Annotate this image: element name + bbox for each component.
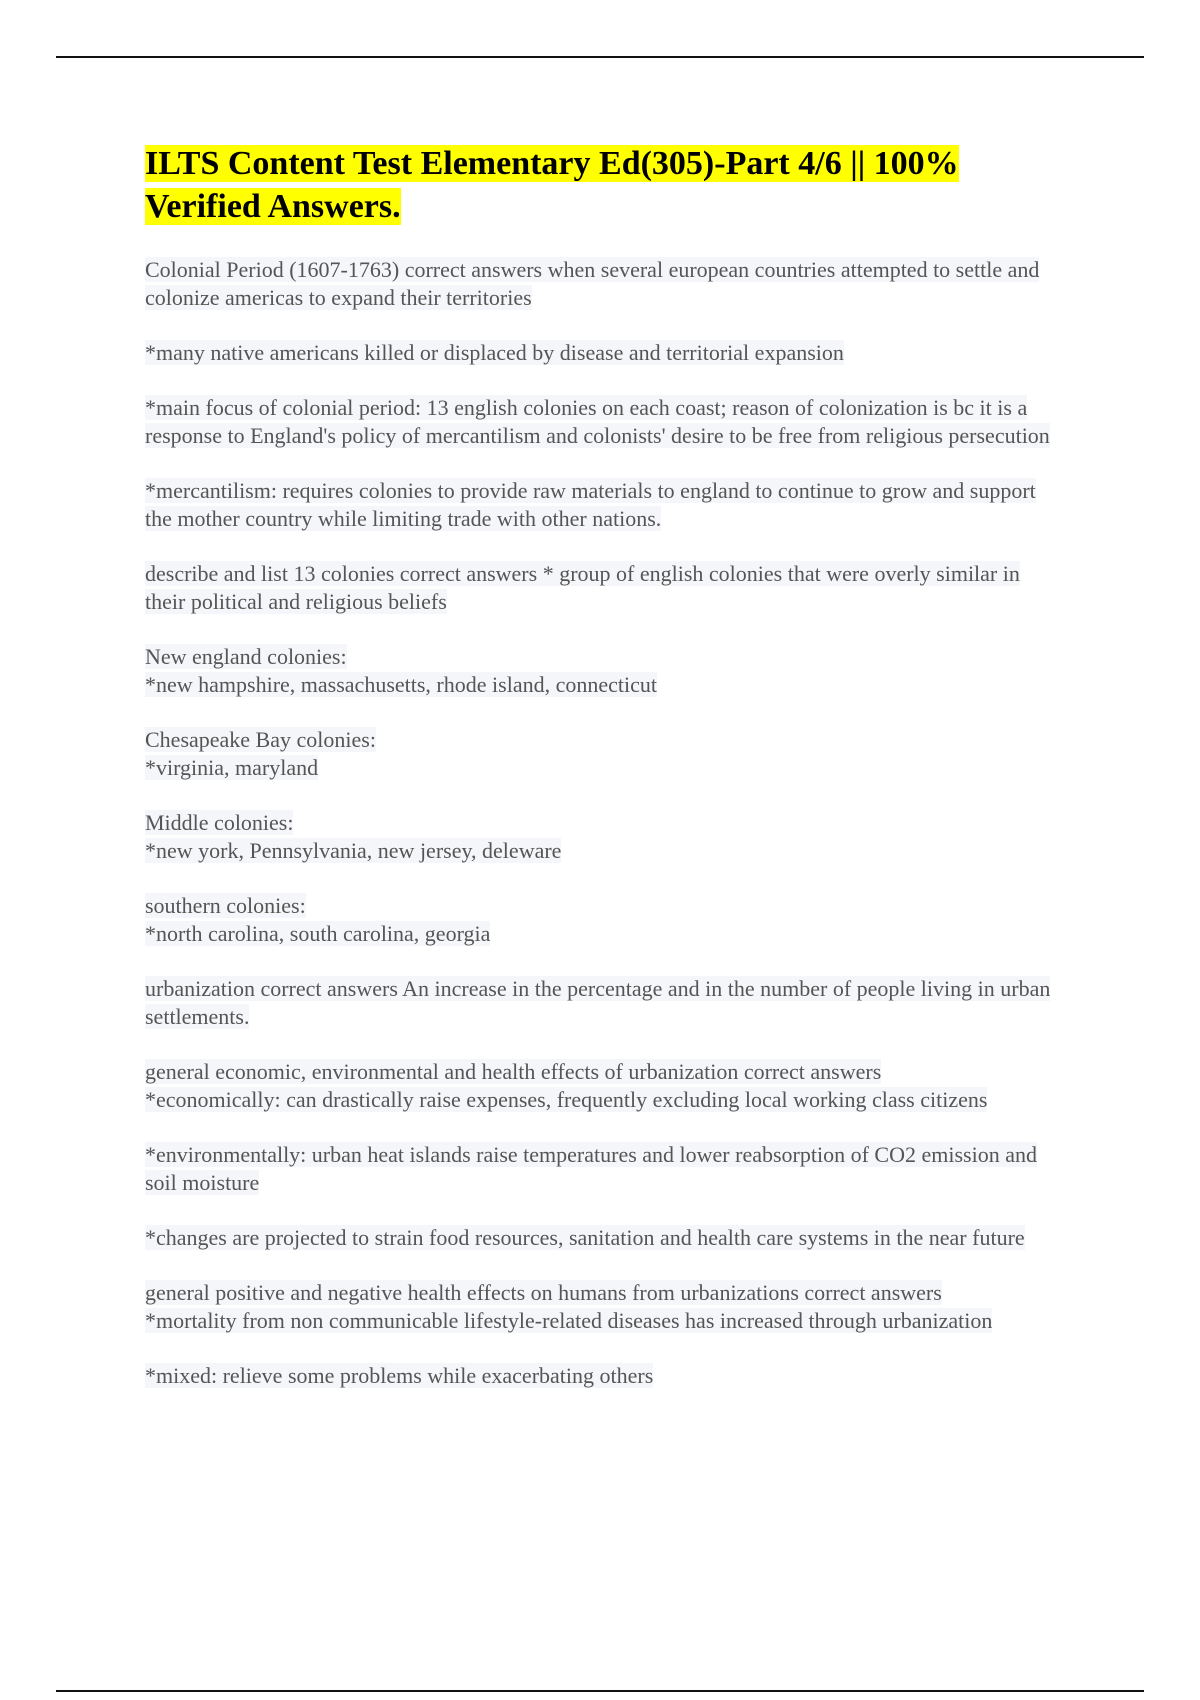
paragraph bbox=[145, 1141, 1065, 1197]
paragraph-line bbox=[145, 1224, 1065, 1252]
paragraph-line bbox=[145, 339, 1065, 367]
paragraph-text: *environmentally: urban heat islands raise temperatures and lower reabsorption of CO2 emission and soil moisture bbox=[145, 1142, 1037, 1195]
paragraph-text: urbanization correct answers An increase in the percentage and in the number of people living in urban settlements. bbox=[145, 976, 1051, 1029]
paragraph-line bbox=[145, 892, 1065, 920]
paragraph-text: *virginia, maryland bbox=[145, 755, 319, 780]
bottom-rule bbox=[56, 1690, 1144, 1692]
paragraph bbox=[145, 643, 1065, 699]
title-highlight bbox=[145, 145, 959, 225]
title-line-1: ILTS Content Test Elementary Ed(305)-Part 4/6 || 100% bbox=[145, 145, 959, 182]
paragraph-line bbox=[145, 1086, 1065, 1114]
paragraph-line bbox=[145, 1141, 1065, 1197]
document-title bbox=[145, 142, 1065, 228]
paragraph bbox=[145, 726, 1065, 782]
paragraph-line bbox=[145, 1307, 1065, 1335]
paragraph-text: *mortality from non communicable lifestyle-related diseases has increased through urbanization bbox=[145, 1308, 993, 1333]
paragraph-line bbox=[145, 671, 1065, 699]
paragraph-line bbox=[145, 837, 1065, 865]
paragraph-text: *many native americans killed or displaced by disease and territorial expansion bbox=[145, 340, 844, 365]
paragraph-line bbox=[145, 477, 1065, 533]
paragraph-line bbox=[145, 1362, 1065, 1390]
paragraph-line bbox=[145, 1279, 1065, 1307]
paragraph-text: *changes are projected to strain food resources, sanitation and health care systems in the near future bbox=[145, 1225, 1025, 1250]
paragraph-line bbox=[145, 560, 1065, 616]
paragraph-line bbox=[145, 1058, 1065, 1086]
paragraph-text: *economically: can drastically raise expenses, frequently excluding local working class citizens bbox=[145, 1087, 988, 1112]
paragraph-text: *north carolina, south carolina, georgia bbox=[145, 921, 491, 946]
paragraph-line bbox=[145, 394, 1065, 450]
paragraph bbox=[145, 1224, 1065, 1252]
paragraph-text: *mixed: relieve some problems while exacerbating others bbox=[145, 1363, 654, 1388]
paragraph-list bbox=[145, 256, 1065, 1390]
paragraph bbox=[145, 892, 1065, 948]
paragraph-text: *new hampshire, massachusetts, rhode island, connecticut bbox=[145, 672, 657, 697]
paragraph-line bbox=[145, 754, 1065, 782]
top-rule bbox=[56, 56, 1144, 58]
paragraph-text: describe and list 13 colonies correct answers * group of english colonies that were overly similar in their political and religious beliefs bbox=[145, 561, 1020, 614]
paragraph bbox=[145, 1362, 1065, 1390]
paragraph bbox=[145, 560, 1065, 616]
paragraph-text: Middle colonies: bbox=[145, 810, 294, 835]
paragraph-text: *main focus of colonial period: 13 english colonies on each coast; reason of colonization is bc it is a response to England's policy of mercantilism and colonists' desire to be free from religious persecution bbox=[145, 395, 1050, 448]
paragraph-line bbox=[145, 920, 1065, 948]
paragraph-line bbox=[145, 809, 1065, 837]
paragraph-text: Chesapeake Bay colonies: bbox=[145, 727, 376, 752]
paragraph-line bbox=[145, 643, 1065, 671]
paragraph-text: southern colonies: bbox=[145, 893, 306, 918]
paragraph bbox=[145, 1279, 1065, 1335]
paragraph-line bbox=[145, 975, 1065, 1031]
paragraph-text: Colonial Period (1607-1763) correct answers when several european countries attempted to settle and colonize americas to expand their territories bbox=[145, 257, 1040, 310]
paragraph bbox=[145, 1058, 1065, 1114]
paragraph bbox=[145, 339, 1065, 367]
paragraph-text: *new york, Pennsylvania, new jersey, deleware bbox=[145, 838, 562, 863]
document-body bbox=[145, 142, 1065, 1417]
paragraph-text: New england colonies: bbox=[145, 644, 347, 669]
paragraph-text: *mercantilism: requires colonies to provide raw materials to england to continue to grow and support the mother country while limiting trade with other nations. bbox=[145, 478, 1036, 531]
paragraph bbox=[145, 256, 1065, 312]
paragraph-text: general positive and negative health effects on humans from urbanizations correct answers bbox=[145, 1280, 942, 1305]
paragraph-line bbox=[145, 256, 1065, 312]
paragraph bbox=[145, 809, 1065, 865]
title-line-2: Verified Answers. bbox=[145, 188, 401, 225]
paragraph bbox=[145, 477, 1065, 533]
paragraph bbox=[145, 394, 1065, 450]
paragraph-text: general economic, environmental and health effects of urbanization correct answers bbox=[145, 1059, 882, 1084]
paragraph-line bbox=[145, 726, 1065, 754]
paragraph bbox=[145, 975, 1065, 1031]
